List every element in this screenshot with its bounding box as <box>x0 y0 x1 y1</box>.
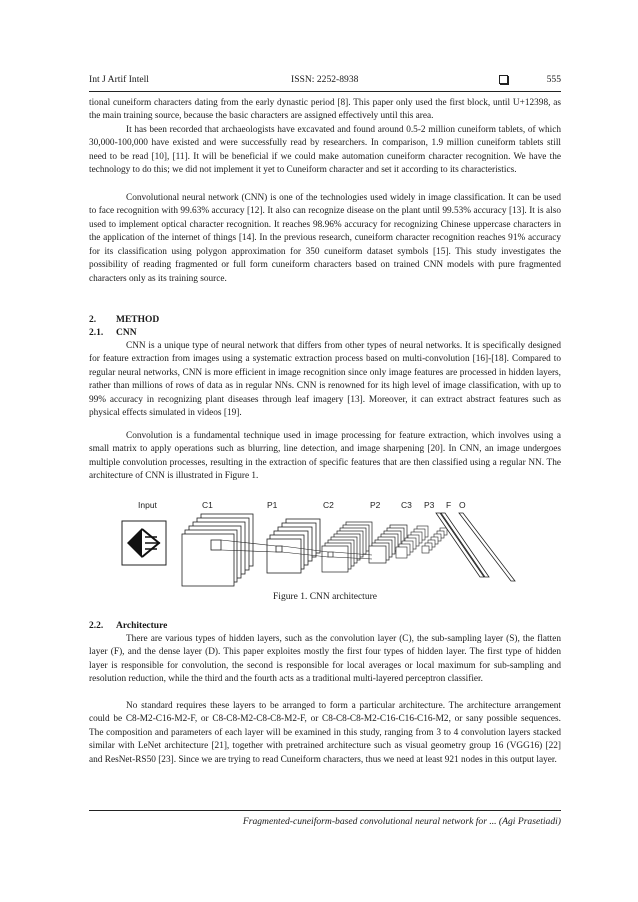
paragraph-1: tional cuneiform characters dating from the early dynastic period [8]. This paper only used the first block, until U+12398, as the main training source, because the basic characters are assigned effectively until this area. <box>89 98 561 122</box>
flatten-layer <box>436 513 489 577</box>
page-header <box>89 73 561 87</box>
label-p2: P2 <box>370 500 381 510</box>
running-title: Fragmented-cuneiform-based convolutional neural network for ... (Agi Prasetiadi) <box>242 816 561 827</box>
label-c1: C1 <box>202 500 213 510</box>
subsection-architecture-heading <box>89 620 167 633</box>
page-number: 555 <box>546 74 561 85</box>
figure-caption: Figure 1. CNN architecture <box>273 592 377 602</box>
subsection-number: 2.1. <box>89 328 104 338</box>
subsection-number: 2.2. <box>89 621 104 631</box>
section-method-heading <box>89 314 159 327</box>
label-p3: P3 <box>424 500 435 510</box>
label-c3: C3 <box>401 500 412 510</box>
c2-feature-maps <box>322 522 372 572</box>
square-icon <box>499 75 508 84</box>
paragraph-4: CNN is a unique type of neural network that differs from other types of neural networks. It is specifically designed for feature extraction from images using a systematic extraction process based on multi-convolution [16]-[18]. Compared to regular neural networks, CNN is more efficient in image recognition since only image features are processed in hidden layers, rather than millions of rows of data as in regular NNs. CNN is renowned for its high level of image classification, with up to 99% accuracy in recognizing plant diseases through leaf imagery [13]. Moreover, it can extract abstract features such as physical effects simulated in videos [19]. <box>89 341 561 419</box>
input-image <box>122 521 166 565</box>
label-input: Input <box>138 500 157 510</box>
label-o: O <box>459 500 466 510</box>
header-divider <box>89 91 561 92</box>
paragraph-3: Convolutional neural network (CNN) is one of the technologies used widely in image classification. It can be used to face recognition with 99.63% accuracy [12]. It also can recognize disease on the plant until 99.53% accuracy [13]. It is also used to implement optical character recognition. It reaches 98.96% accuracy for recognizing Chinese uppercase characters in the application of the internet of things [14]. In the previous research, cuneiform character recognition reaches 91% accuracy for its classification using polygon approximation for 350 cuneiform dataset symbols [15]. This study investigates the possibility of reading fragmented or full form cuneiform characters based on trained CNN models with pure fragmented characters only as its training source. <box>89 193 561 284</box>
subsection-title: CNN <box>116 328 137 338</box>
section-title: METHOD <box>116 315 160 325</box>
label-p1: P1 <box>267 500 278 510</box>
section-number: 2. <box>89 315 97 325</box>
paragraph-5: Convolution is a fundamental technique used in image processing for feature extraction, which involves using a small matrix to apply operations such as blurring, line detection, and image sharpening [20]. In CNN, an image undergoes multiple convolution processes, resulting in the extraction of specific features that are then classified using a regular NN. The architecture of CNN is illustrated in Figure 1. <box>89 431 561 482</box>
issn: ISSN: 2252-8938 <box>291 74 359 85</box>
c1-feature-maps <box>182 514 253 586</box>
label-f: F <box>446 500 452 510</box>
paragraph-2: It has been recorded that archaeologists have excavated and found around 0.5-2 million cuneiform tablets, of which 30,000-100,000 have existed and were successfully read by researchers. In comparison, 1.9 million cuneiform tablets still need to be read [10], [11]. It will be beneficial if we could make automation cuneiform character recognition. We have the technology to do this; we did not implement it yet to Cuneiform character and set it according to its characteristics. <box>89 125 561 176</box>
subsection-title: Architecture <box>116 621 168 631</box>
journal-name: Int J Artif Intell <box>89 74 149 85</box>
cnn-architecture-figure <box>114 497 524 587</box>
subsection-cnn-heading <box>89 327 137 340</box>
paragraph-7: No standard requires these layers to be arranged to form a particular architecture. The architecture arrangement could be C8-M2-C16-M2-F, or C8-C8-M2-C8-C8-M2-F, or C8-C8-C8-M2-C16-C16-C16-M2, or sany possible sequences. The composition and parameters of each layer will be examined in this study, ranging from 3 to 4 convolution layers stacked similar with LeNet architecture [21], together with pretrained architecture such as visual geometry group 16 (VGG16) [22] and ResNet-RS50 [23]. Since we are trying to read Cuneiform characters, thus we need at least 921 nodes in this output layer. <box>89 701 561 765</box>
paragraph-6: There are various types of hidden layers, such as the convolution layer (C), the sub-sampling layer (S), the flatten layer (F), and the dense layer (D). This paper exploites mostly the first four types of hidden layer. The first type of hidden layer is responsible for convolution, the second is responsible for local averages or local maximum for sub-sampling and resolution reduction, while the third and the fourth acts as a traditional multi-layered perceptron classifier. <box>89 634 561 685</box>
footer-divider <box>89 810 561 811</box>
label-c2: C2 <box>323 500 334 510</box>
